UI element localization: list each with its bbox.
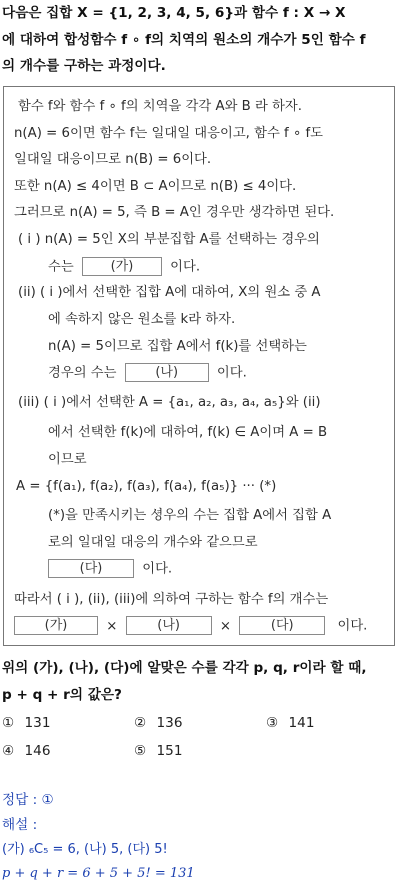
explanation-line-1: (가) ₆C₅ = 6, (나) 5, (다) 5! — [2, 842, 168, 857]
choice-5-number: ⑤ — [134, 743, 147, 759]
choice-3-number: ③ — [266, 715, 279, 731]
ask-line-2: p + q + r의 값은? — [2, 687, 122, 703]
case-2-line-4 — [48, 363, 247, 384]
product-blank-da: (다) — [239, 616, 325, 635]
question-line-2: 에 대하여 합성함수 f ∘ f의 치역의 원소의 개수가 5인 함수 f — [2, 32, 366, 48]
product-blank-na: (나) — [126, 616, 212, 635]
star-equation: A = {f(a₁), f(a₂), f(a₃), f(a₄), f(a₅)} ··· (*) — [16, 479, 277, 494]
explanation-line-2: p + q + r = 6 + 5 + 5! = 131 — [2, 866, 195, 881]
case-3-suffix: 이다. — [142, 561, 173, 577]
proof-line-4: 또한 n(A) ≤ 4이면 B ⊂ A이므로 n(B) ≤ 4이다. — [14, 179, 297, 194]
times-sign-1: × — [106, 618, 118, 634]
case-3-line-3: 이므로 — [48, 452, 87, 467]
case-3-line-2: 에서 선택한 f(k)에 대하여, f(k) ∈ A이며 A = B — [48, 425, 328, 440]
blank-ga: (가) — [82, 257, 162, 276]
question-line-1: 다음은 집합 X = {1, 2, 3, 4, 5, 6}과 함수 f : X → X — [2, 5, 346, 21]
product-blank-ga: (가) — [14, 616, 98, 635]
times-sign-2: × — [219, 618, 232, 634]
blank-da: (다) — [48, 559, 134, 578]
choice-1-value: 131 — [24, 715, 51, 731]
case-2-suffix: 이다. — [216, 365, 247, 381]
choice-2-number: ② — [134, 715, 147, 731]
choice-3-value: 141 — [288, 715, 315, 731]
case-2-text: 경우의 수는 — [48, 365, 117, 381]
choice-4-number: ④ — [2, 743, 15, 759]
case-2-line-1: (ii) ( i )에서 선택한 집합 A에 대하여, X의 원소 중 A — [18, 285, 321, 300]
case-1-line-1: ( i ) n(A) = 5인 X의 부분집합 A를 선택하는 경우의 — [18, 232, 320, 247]
choice-4[interactable] — [2, 741, 50, 761]
choice-1[interactable] — [2, 713, 50, 733]
case-3-line-5: 로의 일대일 대응의 개수와 같으므로 — [48, 535, 258, 550]
conclusion-line: 따라서 ( i ), (ii), (iii)에 의하여 구하는 함수 f의 개수는 — [14, 592, 329, 607]
choice-2-value: 136 — [156, 715, 183, 731]
proof-line-2: n(A) = 6이면 함수 f는 일대일 대응이고, 함수 f ∘ f도 — [14, 126, 324, 141]
choice-5[interactable] — [134, 741, 182, 761]
answer-label: 정답 : ① — [2, 792, 54, 808]
choice-3[interactable] — [266, 713, 314, 733]
blank-na: (나) — [125, 363, 209, 382]
proof-line-5: 그러므로 n(A) = 5, 즉 B = A인 경우만 생각하면 된다. — [14, 205, 335, 220]
product-line — [14, 616, 367, 637]
case-1-suffix: 이다. — [170, 259, 201, 275]
choice-5-value: 151 — [156, 743, 183, 759]
product-suffix: 이다. — [337, 618, 368, 634]
case-1-line-2 — [48, 257, 200, 278]
proof-line-3: 일대일 대응이므로 n(B) = 6이다. — [14, 152, 212, 167]
explanation-label: 해설 : — [2, 817, 38, 833]
ask-line-1: 위의 (가), (나), (다)에 알맞은 수를 각각 p, q, r이라 할 때, — [2, 660, 367, 676]
choice-4-value: 146 — [24, 743, 51, 759]
case-3-line-6 — [48, 559, 172, 580]
choice-1-number: ① — [2, 715, 15, 731]
case-3-line-4: (*)을 만족시키는 셩우의 수는 집합 A에서 집합 A — [48, 508, 332, 523]
choice-2[interactable] — [134, 713, 182, 733]
case-2-line-2: 에 속하지 않은 원소를 k라 하자. — [48, 312, 236, 327]
case-2-line-3: n(A) = 5이므로 집합 A에서 f(k)를 선택하는 — [48, 339, 307, 354]
case-1-text: 수는 — [48, 259, 74, 275]
case-3-line-1: (iii) ( i )에서 선택한 A = {a₁, a₂, a₃, a₄, a₅}와 (ii) — [18, 395, 321, 410]
question-line-3: 의 개수를 구하는 과정이다. — [2, 58, 166, 74]
proof-line-1: 함수 f와 함수 f ∘ f의 치역을 각각 A와 B 라 하자. — [18, 99, 302, 114]
